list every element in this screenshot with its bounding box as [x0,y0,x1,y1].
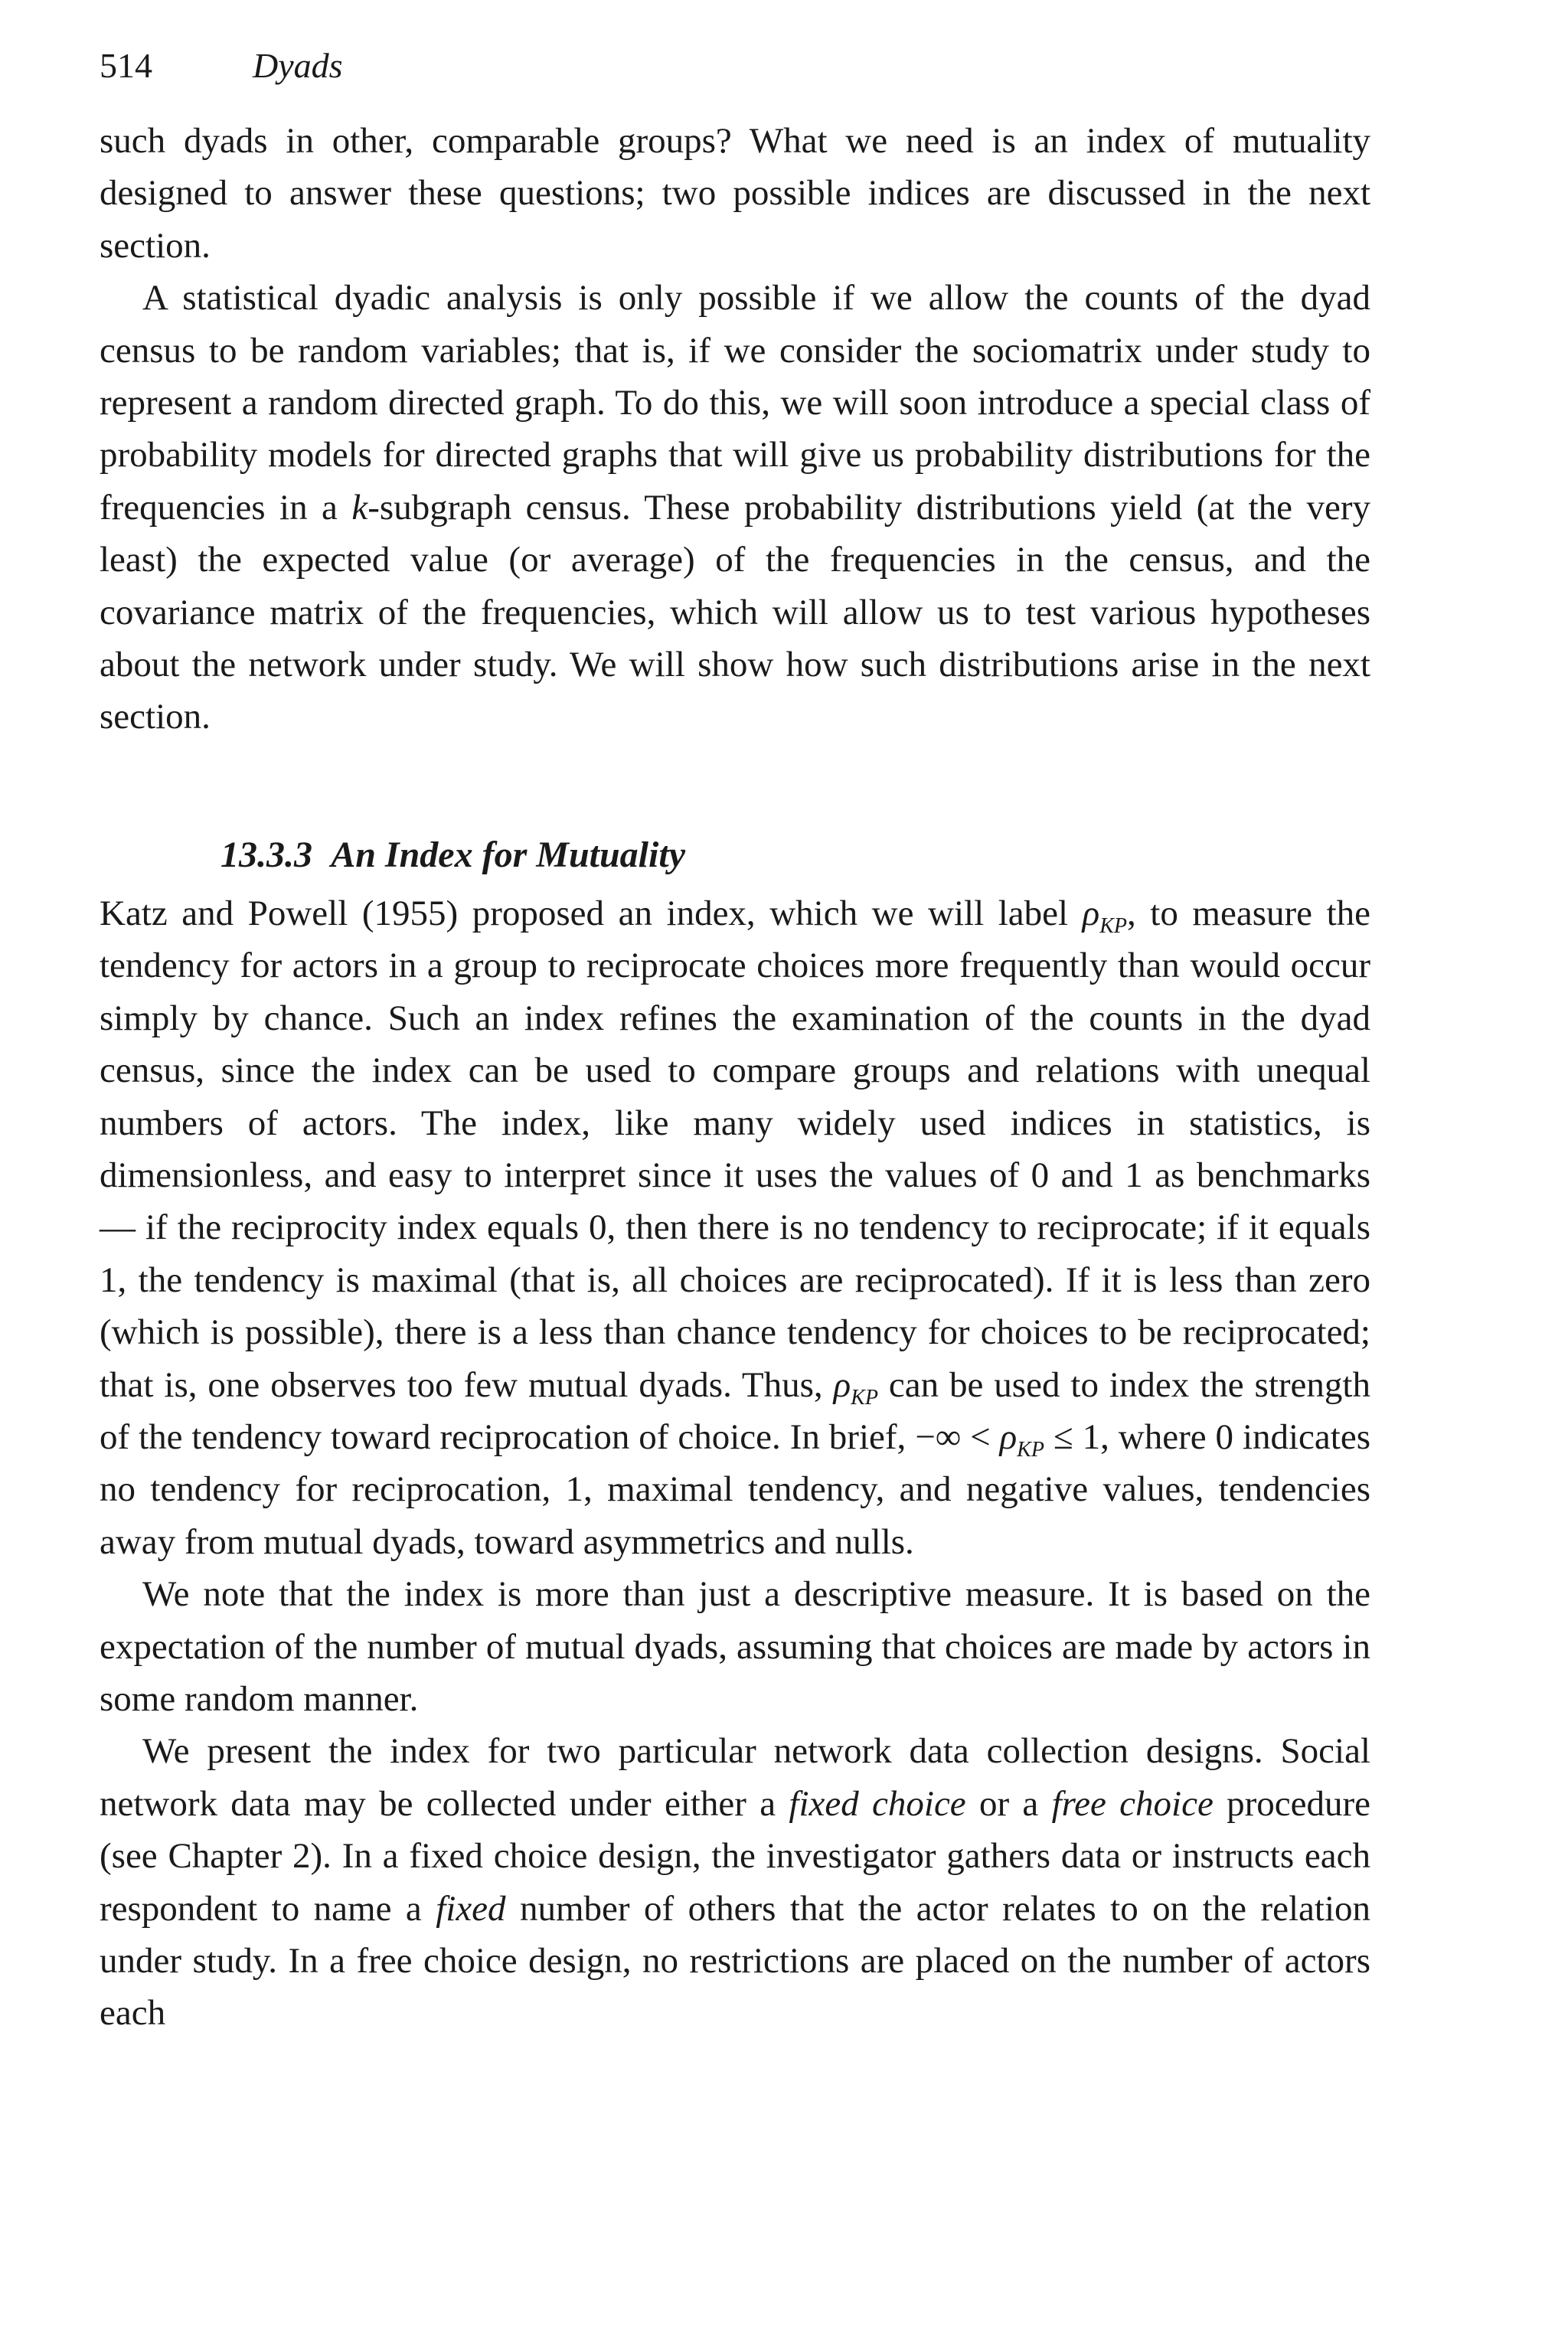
page-number: 514 [100,46,152,85]
text-run: Katz and Powell (1955) proposed an index, which we will label [100,893,1083,933]
paragraph-katz-powell [100,887,1370,1568]
chapter-title: Dyads [253,46,343,85]
text-run: A statistical dyadic analysis is only possible if we allow the counts of the dyad census to be random variables; that is, if we consider the sociomatrix under study to represent a random directed graph. To do this, we will soon introduce a special class of probability models for directed graphs that will give us probability distributions for the frequencies in a [100,278,1370,528]
rho-subscript: KP [851,1385,878,1410]
text-run: number of others that the actor relates to on the relation under study. In a free choice design, no restrictions are placed on the number of actors each [100,1888,1371,2034]
text-run: ≤ 1, where 0 indicates no tendency for reciprocation, 1, maximal tendency, and negative values, tendencies away from mutual dyads, toward asymmetrics and nulls. [100,1416,1370,1562]
rho-symbol: ρ [833,1364,851,1405]
emphasis-free-choice: free choice [1051,1783,1214,1824]
paragraph-collection-designs [100,1725,1370,2039]
text-run: , to measure the tendency for actors in a group to reciprocate choices more frequently than would occur simply by chance. Such an index refines the examination of the counts in the dyad census, since the index can be used to compare groups and relations with unequal numbers of actors. The index, like many widely used indices in statistics, is dimensionless, and easy to interpret since it uses the values of 0 and 1 as benchmarks — if the reciprocity index equals 0, then there is no tendency to reciprocate; if it equals 1, the tendency is maximal (that is, all choices are reciprocated). If it is less than zero (which is possible), there is a less than chance tendency for choices to be reciprocated; that is, one observes too few mutual dyads. Thus, [100,893,1370,1405]
text-run: or a [965,1783,1052,1824]
page [100,44,1370,2040]
section-number: 13.3.3 [220,834,312,875]
text-run: -subgraph census. These probability distributions yield (at the very least) the expected value (or average) of the frequencies in the census, and the covariance matrix of the frequencies, which will allow us to test various hypotheses about the network under study. We will show how such distributions arise in the next section. [100,487,1370,737]
text-run: can be used to index the strength of the tendency toward reciprocation of choice. In brief, −∞ < [100,1364,1370,1457]
rho-symbol: ρ [1082,893,1100,933]
section-title: An Index for Mutuality [331,834,685,875]
rho-subscript: KP [1099,913,1127,938]
rho-symbol: ρ [999,1416,1018,1457]
rho-subscript: KP [1017,1437,1044,1462]
running-head [100,44,1370,87]
paragraph-statistical-analysis [100,272,1370,743]
text-run: procedure (see Chapter 2). In a fixed choice design, the investigator gathers data or instructs each respondent to name a [100,1783,1371,1929]
section-heading [100,829,1370,881]
paragraph-continuation: such dyads in other, comparable groups? What we need is an index of mutuality designed to answer these questions; two possible indices are discussed in the next section. [100,121,1370,266]
italic-k: k [351,487,368,528]
emphasis-fixed-choice: fixed choice [789,1783,966,1824]
emphasis-fixed: fixed [436,1888,506,1929]
paragraph-descriptive-measure: We note that the index is more than just a descriptive measure. It is based on the expectation of the number of mutual dyads, assuming that choices are made by actors in some random manner. [100,1574,1370,1719]
text-run: We present the index for two particular network data collection designs. Social network data may be collected under either a [100,1731,1370,1824]
